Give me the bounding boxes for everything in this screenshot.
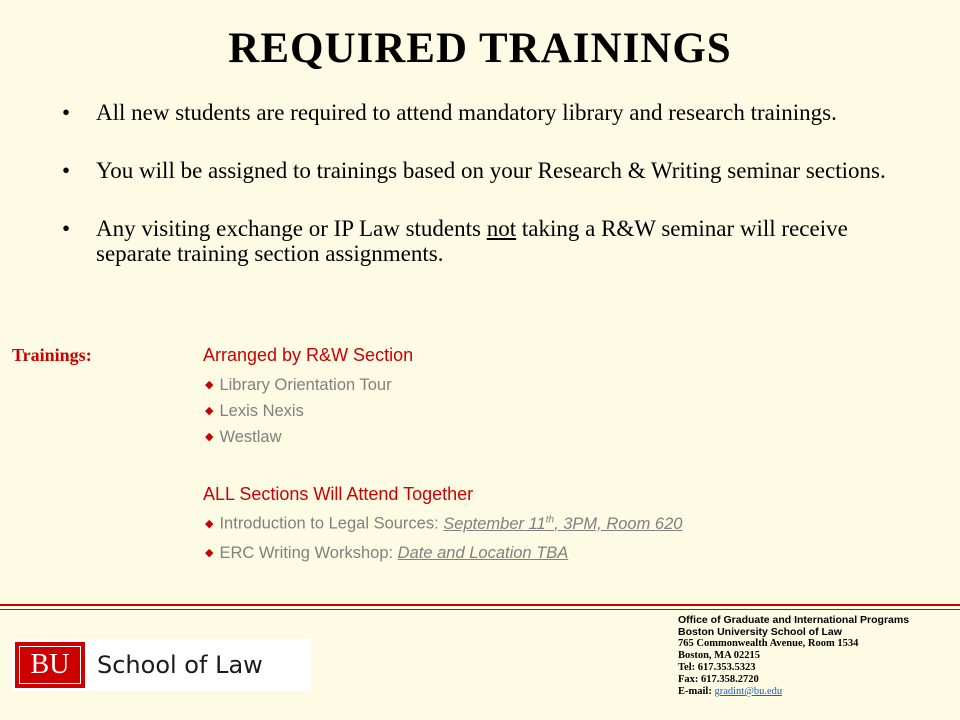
- group-heading-rw-section: Arranged by R&W Section: [203, 345, 414, 365]
- bu-logo-letters: BU: [19, 646, 81, 684]
- bullet-dot-icon: •: [62, 100, 71, 125]
- contact-office: Office of Graduate and International Programs: [678, 614, 910, 626]
- bu-law-logo: [11, 639, 311, 691]
- bullet-list: [60, 100, 920, 299]
- footer-divider: [0, 604, 960, 606]
- contact-tel: Tel: 617.353.5323: [678, 662, 756, 673]
- training-item-label: Lexis Nexis: [219, 402, 304, 420]
- bullet-text: You will be assigned to trainings based on your Research & Writing seminar sections.: [96, 158, 886, 183]
- diamond-bullet-icon: ◆: [205, 379, 214, 391]
- training-schedule-link[interactable]: September 11th, 3PM, Room 620: [443, 514, 683, 533]
- footer-divider-thin: [0, 609, 960, 610]
- contact-school: Boston University School of Law: [678, 626, 842, 638]
- training-item: [205, 376, 392, 395]
- diamond-bullet-icon: ◆: [205, 517, 214, 530]
- bullet-item: [60, 100, 920, 125]
- training-item-label: Library Orientation Tour: [219, 376, 392, 394]
- training-item: [205, 402, 304, 421]
- contact-city: Boston, MA 02215: [678, 650, 760, 661]
- contact-email-row: [678, 686, 958, 698]
- bullet-dot-icon: •: [62, 158, 71, 183]
- diamond-bullet-icon: ◆: [205, 405, 214, 417]
- training-item-label: Introduction to Legal Sources:: [219, 514, 444, 533]
- training-item-label: Westlaw: [219, 428, 282, 446]
- group-heading-all-sections: ALL Sections Will Attend Together: [203, 484, 474, 504]
- training-item: [205, 514, 682, 534]
- logo-school-name: School of Law: [97, 651, 263, 679]
- training-item-label: ERC Writing Workshop:: [219, 544, 398, 562]
- training-item: [205, 544, 568, 563]
- page-title: REQUIRED TRAININGS: [228, 25, 732, 72]
- contact-email-link[interactable]: gradint@bu.edu: [714, 686, 783, 697]
- diamond-bullet-icon: ◆: [205, 547, 214, 559]
- bullet-text-emphasis: not: [486, 216, 517, 241]
- training-item: [205, 428, 282, 447]
- bu-logo-mark: [15, 642, 85, 688]
- bullet-item: [60, 158, 920, 183]
- diamond-bullet-icon: ◆: [205, 431, 214, 443]
- bullet-item: [60, 216, 920, 266]
- bullet-text-start: Any visiting exchange or IP Law students: [96, 216, 487, 241]
- training-schedule-link[interactable]: Date and Location TBA: [397, 544, 569, 562]
- contact-fax: Fax: 617.358.2720: [678, 674, 759, 685]
- bullet-text: All new students are required to attend mandatory library and research trainings.: [96, 100, 837, 125]
- contact-block: [678, 614, 958, 698]
- contact-email-label: E-mail:: [678, 686, 715, 697]
- contact-address: 765 Commonwealth Avenue, Room 1534: [678, 638, 859, 649]
- trainings-label: Trainings:: [12, 345, 92, 365]
- bullet-dot-icon: •: [62, 216, 71, 241]
- bullet-text-end: taking a R&W seminar will receive separate training section assignments.: [96, 216, 848, 266]
